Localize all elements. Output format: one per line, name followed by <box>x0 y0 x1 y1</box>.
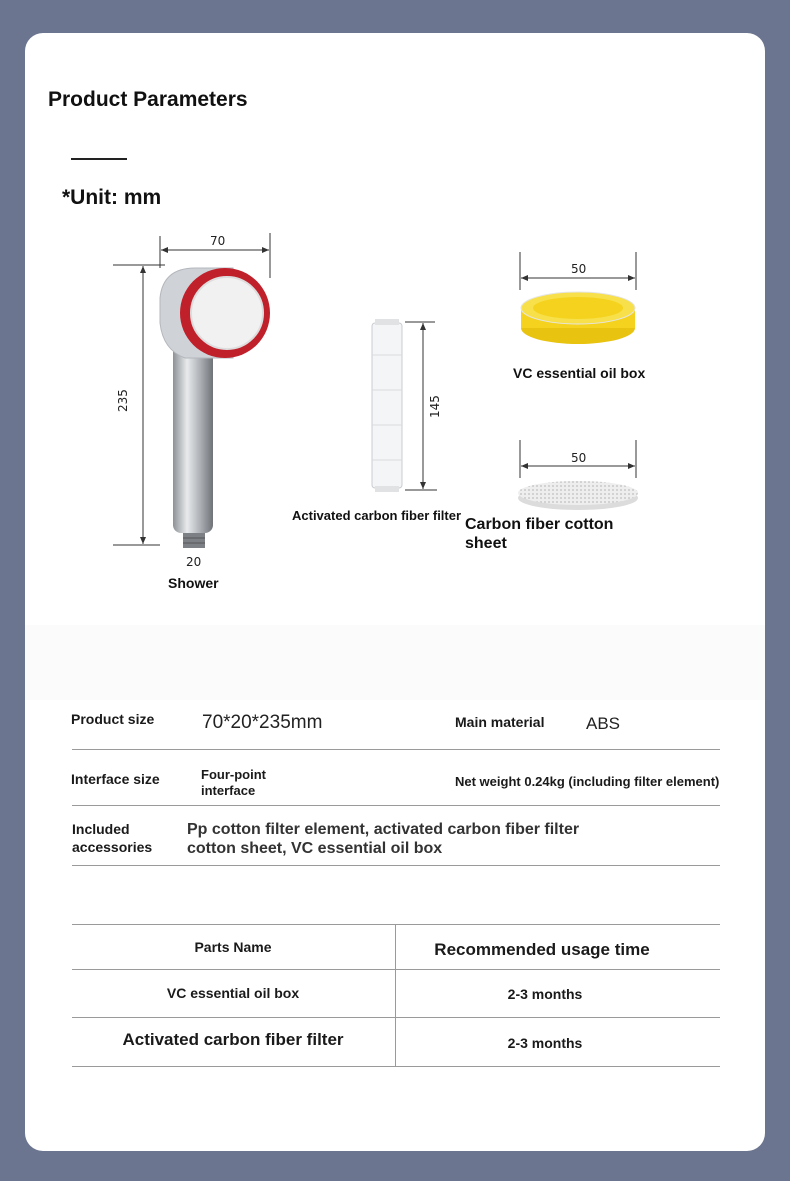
shower-height-label: 235 <box>116 389 130 412</box>
cotton-sheet-width-label: 50 <box>571 451 587 465</box>
shower-width-label: 70 <box>210 234 226 248</box>
usage-row-part: VC essential oil box <box>166 985 300 1001</box>
main-material-value: ABS <box>586 714 621 733</box>
divider-band <box>25 625 765 700</box>
cotton-sheet-caption: Carbon fiber cotton sheet <box>465 516 614 552</box>
page-title: Product Parameters <box>48 88 248 111</box>
usage-header-time: Recommended usage time <box>434 940 650 959</box>
usage-row-part: Activated carbon fiber filter <box>122 1030 344 1049</box>
usage-row-time: 2-3 months <box>507 986 583 1002</box>
oil-box-caption: VC essential oil box <box>513 365 646 381</box>
usage-table-row-divider <box>72 1017 720 1018</box>
usage-table-bottom-border <box>72 1066 720 1067</box>
shower-caption: Shower <box>168 575 219 591</box>
shower-illustration <box>105 228 285 558</box>
interface-size-label: Interface size <box>71 771 160 787</box>
usage-table-row-divider <box>72 969 720 970</box>
usage-table-top-border <box>72 924 720 925</box>
shower-base-label: 20 <box>186 555 202 569</box>
main-material-label: Main material <box>455 714 545 730</box>
specs-row-divider <box>72 865 720 866</box>
title-underline <box>71 158 127 160</box>
filter-height-label: 145 <box>428 395 442 418</box>
product-size-value: 70*20*235mm <box>202 712 323 733</box>
interface-size-value: Four-point interface <box>201 767 266 798</box>
unit-label: *Unit: mm <box>62 186 162 209</box>
usage-header-parts: Parts Name <box>194 939 272 955</box>
specs-row-divider <box>72 749 720 750</box>
product-size-label: Product size <box>71 711 155 727</box>
accessories-label: Included accessories <box>72 821 153 855</box>
filter-caption: Activated carbon fiber filter <box>292 508 462 523</box>
usage-row-time: 2-3 months <box>507 1035 583 1051</box>
accessories-value: Pp cotton filter element, activated carbon fiber filter cotton sheet, VC essential oil box <box>187 821 580 857</box>
net-weight: Net weight 0.24kg (including filter element) <box>455 774 720 789</box>
specs-row-divider <box>72 805 720 806</box>
oil-box-width-label: 50 <box>571 262 587 276</box>
